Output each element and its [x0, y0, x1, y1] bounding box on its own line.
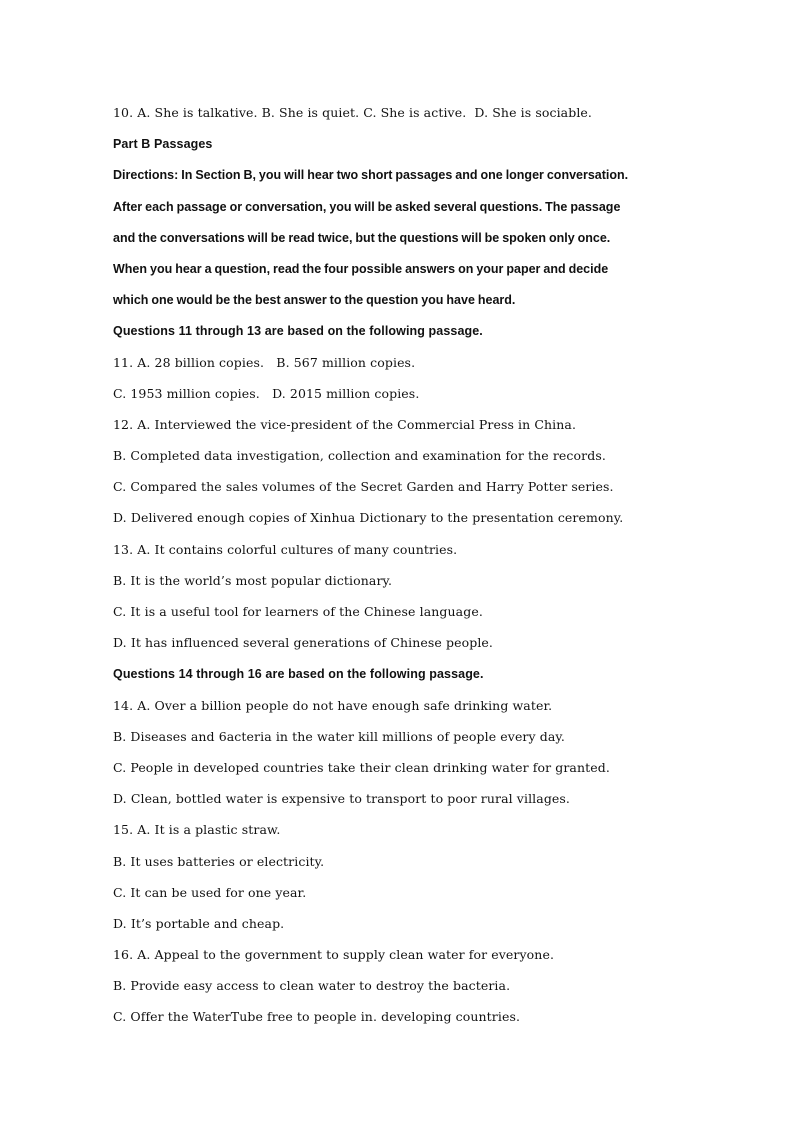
question-10: 10. A. She is talkative. B. She is quiet. C. She is active. D. She is sociable. [113, 105, 592, 120]
question-11-line: 11. A. 28 billion copies. B. 567 million copies. [113, 354, 416, 370]
question-13-line: B. It is the world’s most popular dictionary. [113, 572, 393, 588]
question-14-line: C. People in developed countries take their clean drinking water for granted. [113, 759, 610, 775]
directions-line: Directions: In Section B, you will hear two short passages and one longer conversation. [113, 168, 629, 183]
question-14-line: 14. A. Over a billion people do not have enough safe drinking water. [113, 697, 553, 713]
question-12-line: D. Delivered enough copies of Xinhua Dictionary to the presentation ceremony. [113, 510, 624, 526]
question-13-line: 13. A. It contains colorful cultures of many countries. [113, 541, 458, 557]
question-16-line: B. Provide easy access to clean water to destroy the bacteria. [113, 978, 511, 994]
question-12-line: 12. A. Interviewed the vice-president of the Commercial Press in China. [113, 416, 577, 432]
question-13-line: D. It has influenced several generations of Chinese people. [113, 635, 493, 651]
question-12-line: C. Compared the sales volumes of the Secret Garden and Harry Potter series. [113, 479, 614, 495]
question-12-line: B. Completed data investigation, collection and examination for the records. [113, 448, 606, 464]
question-15-line: C. It can be used for one year. [113, 884, 307, 900]
question-16-line: C. Offer the WaterTube free to people in. developing countries. [113, 1009, 521, 1025]
question-11-line: C. 1953 million copies. D. 2015 million copies. [113, 385, 420, 401]
question-15-line: D. It’s portable and cheap. [113, 915, 285, 931]
question-13-line: C. It is a useful tool for learners of the Chinese language. [113, 604, 483, 619]
group-heading-14-16: Questions 14 through 16 are based on the following passage. [113, 667, 484, 682]
question-15-line: B. It uses batteries or electricity. [113, 853, 325, 869]
part-b-title: Part B Passages [113, 137, 213, 152]
question-15-line: 15. A. It is a plastic straw. [113, 822, 281, 838]
directions-line: and the conversations will be read twice, but the questions will be spoken only once. [113, 230, 611, 245]
directions-line: When you hear a question, read the four possible answers on your paper and decide [113, 261, 609, 276]
question-16-line: 16. A. Appeal to the government to supply clean water for everyone. [113, 947, 555, 963]
exam-page [113, 100, 693, 1036]
question-14-line: D. Clean, bottled water is expensive to transport to poor rural villages. [113, 791, 571, 807]
group-heading-11-13: Questions 11 through 13 are based on the following passage. [113, 324, 483, 339]
question-14-line: B. Diseases and 6acteria in the water kill millions of people every day. [113, 728, 565, 744]
directions-line: which one would be the best answer to the question you have heard. [113, 293, 516, 308]
directions-line: After each passage or conversation, you will be asked several questions. The passage [113, 199, 621, 214]
